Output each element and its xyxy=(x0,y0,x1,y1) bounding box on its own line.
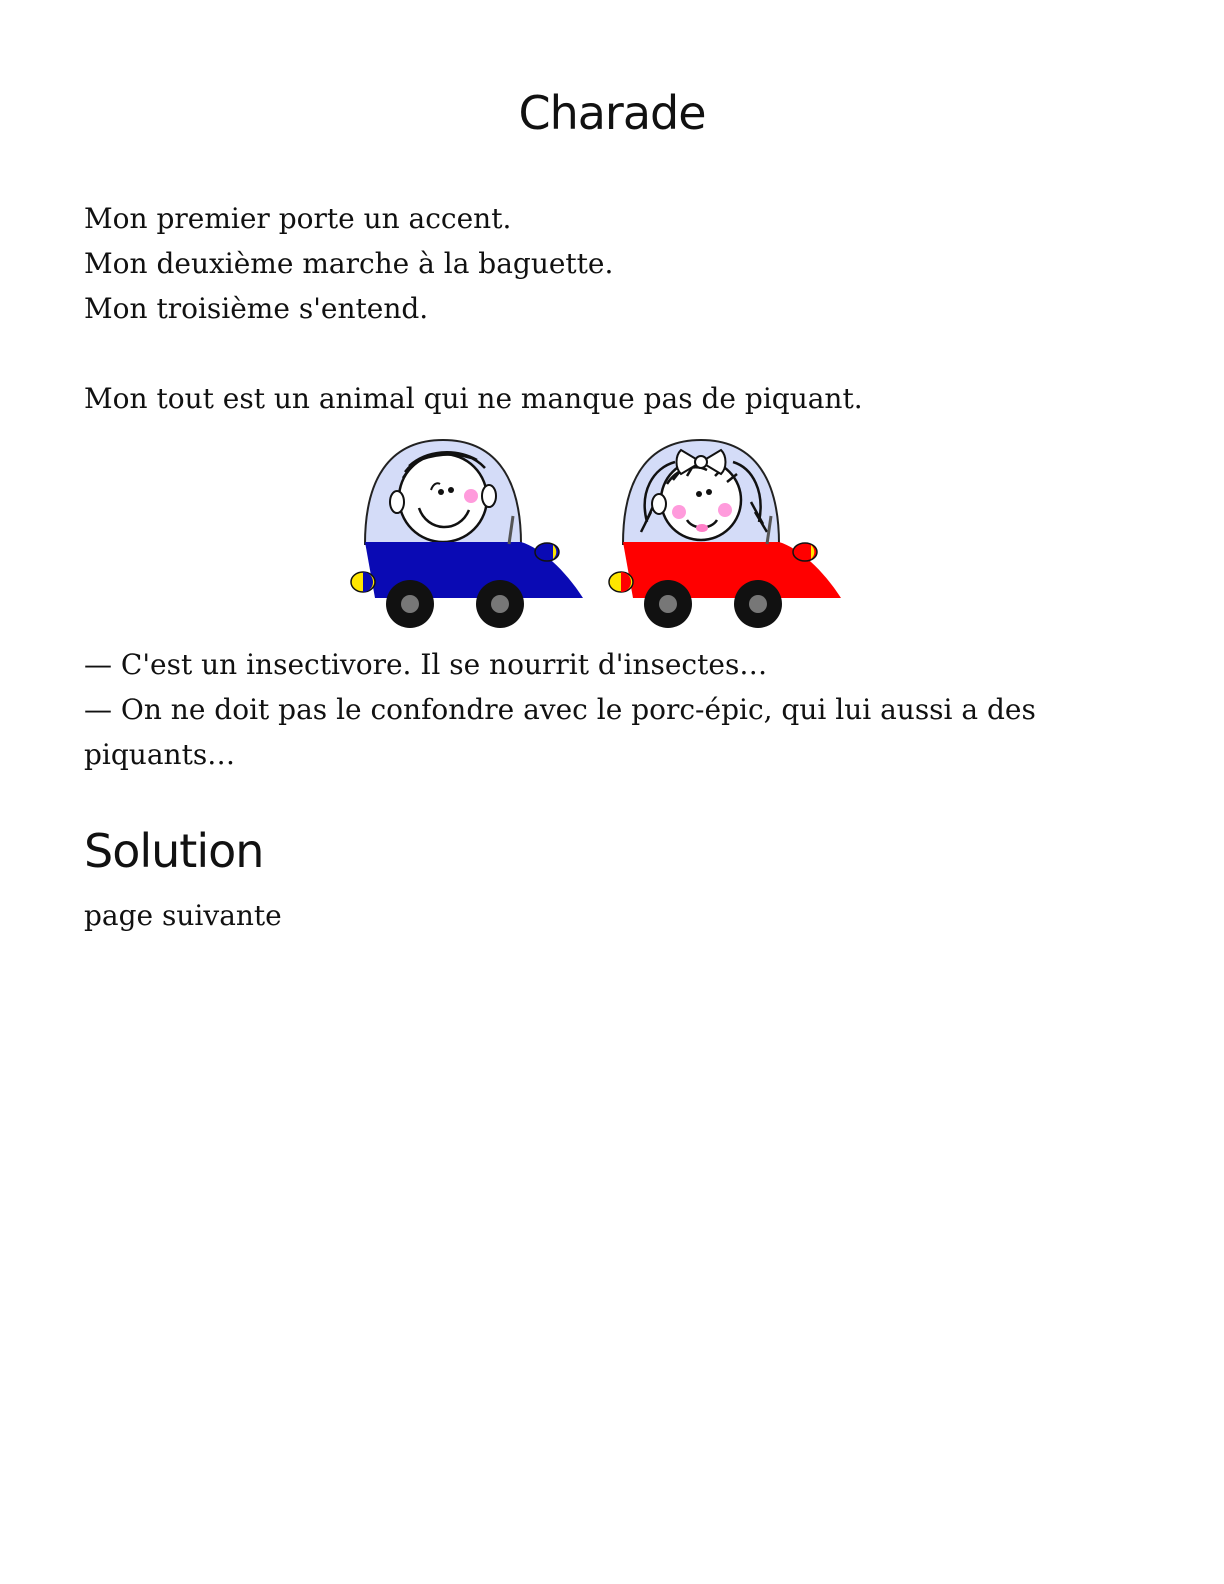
riddle-line: Mon premier porte un accent. xyxy=(84,202,512,235)
hubcap xyxy=(491,595,509,613)
driver-eye xyxy=(448,487,454,493)
solution-heading: Solution xyxy=(84,824,264,878)
hubcap xyxy=(659,595,677,613)
driver-cheek xyxy=(718,503,732,517)
paragraph-gap xyxy=(84,331,1084,376)
page-title: Charade xyxy=(518,86,706,140)
driver-eye xyxy=(438,489,444,495)
driver-cheek xyxy=(672,505,686,519)
dialogue-line: — On ne doit pas le confondre avec le porc-épic, qui lui aussi a des piquants… xyxy=(84,693,1036,771)
driver-ear xyxy=(482,485,496,507)
hubcap xyxy=(749,595,767,613)
riddle-conclusion: Mon tout est un animal qui ne manque pas de piquant. xyxy=(84,382,863,415)
driver-ear xyxy=(390,491,404,513)
riddle-line: Mon deuxième marche à la baguette. xyxy=(84,247,614,280)
riddle-line: Mon troisième s'entend. xyxy=(84,292,429,325)
cars-illustration xyxy=(345,432,850,632)
driver-tongue xyxy=(696,524,708,532)
solution-text: page suivante xyxy=(84,899,282,932)
driver-ear xyxy=(652,494,666,514)
dialogue-line: — C'est un insectivore. Il se nourrit d'insectes… xyxy=(84,648,768,681)
hair-bow-knot xyxy=(695,456,707,468)
riddle xyxy=(84,196,1084,421)
hubcap xyxy=(401,595,419,613)
driver-cheek xyxy=(464,489,478,503)
blue-car-icon xyxy=(351,440,583,628)
driver-eye xyxy=(706,489,712,495)
red-car-icon xyxy=(609,440,841,628)
dialogue xyxy=(84,642,1044,777)
driver-eye xyxy=(696,491,702,497)
